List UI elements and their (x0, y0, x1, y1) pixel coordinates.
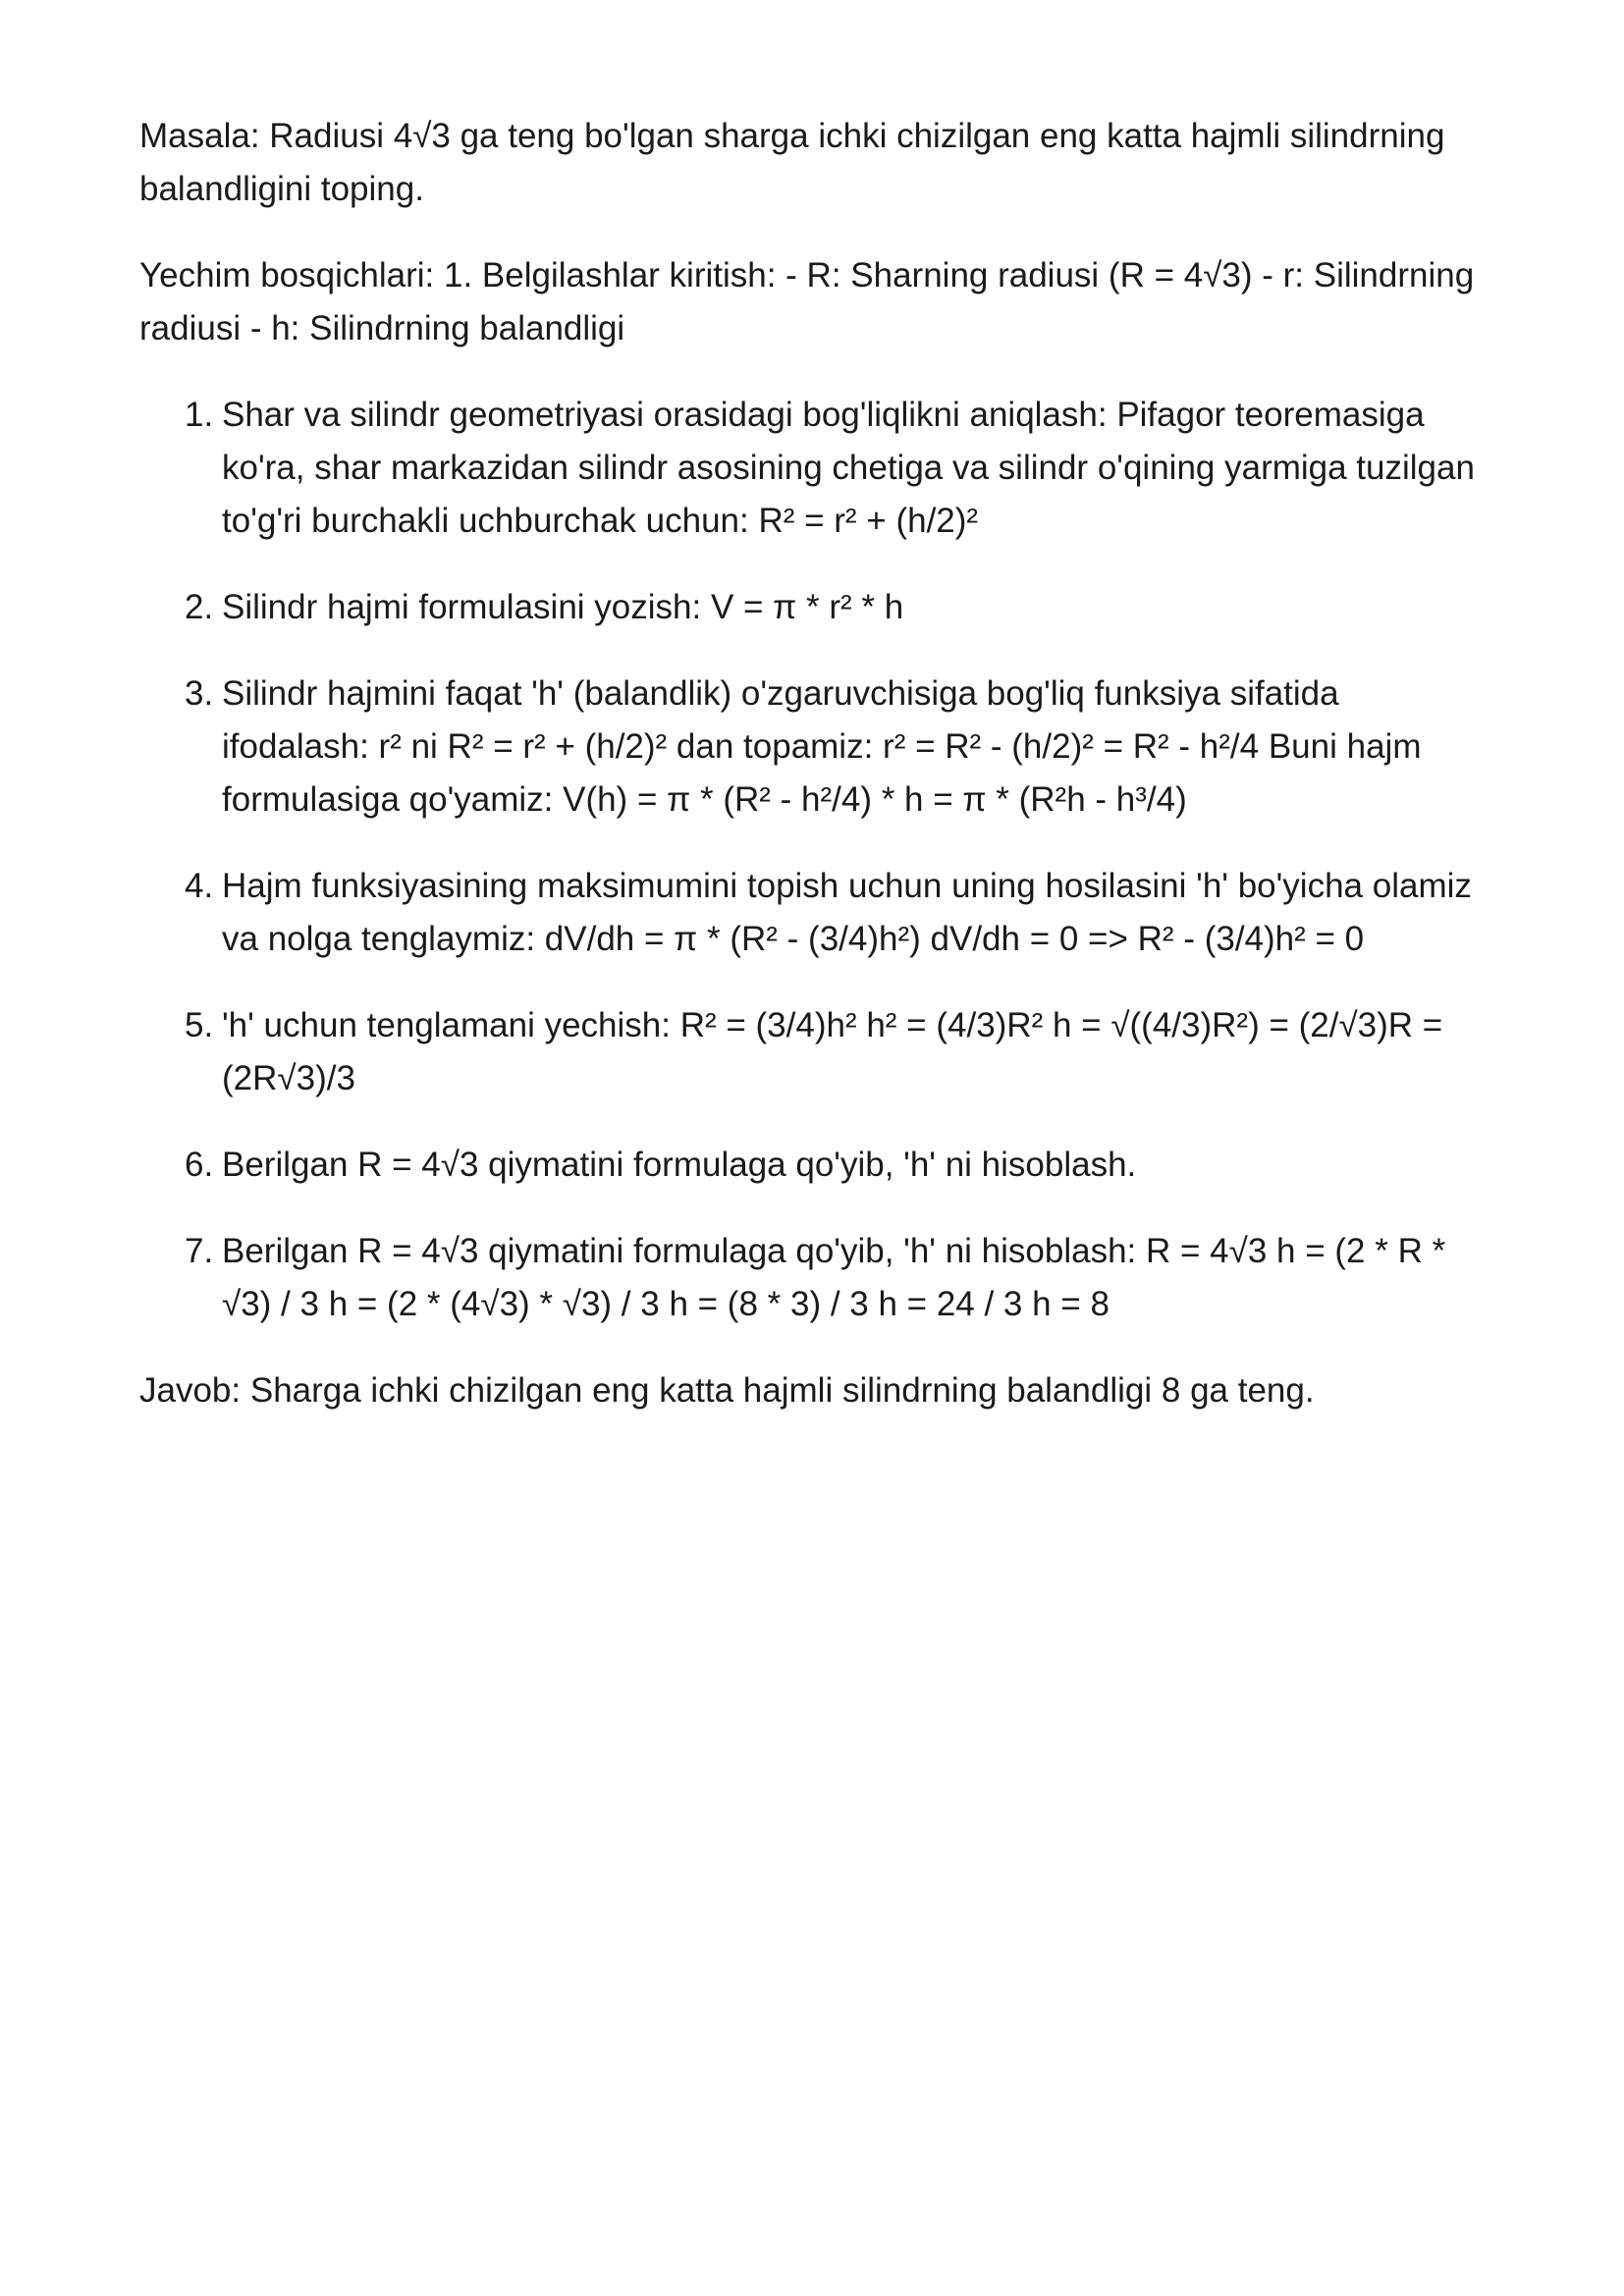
step-number: 4. (185, 867, 214, 905)
problem-statement: Masala: Radiusi 4√3 ga teng bo'lgan sharga ichki chizilgan eng katta hajmli silindrning balandligini toping. (139, 117, 1445, 208)
document-page (139, 110, 1494, 1451)
list-item (139, 1225, 1494, 1331)
step-number: 3. (185, 674, 214, 713)
list-item (139, 999, 1494, 1105)
solution-steps-list (139, 389, 1494, 1331)
step-number: 2. (185, 588, 214, 626)
list-item (139, 581, 1494, 634)
step-text: Shar va silindr geometriyasi orasidagi bog'liqlikni aniqlash: Pifagor teoremasiga ko'ra, shar markazidan silindr asosining chetiga va silindr o'qining yarmiga tuzilgan to'g'ri burchakli uchburchak uchun: R² = r² + (h/2)² (222, 396, 1475, 540)
step-text: Silindr hajmi formulasini yozish: V = π * r² * h (222, 588, 904, 626)
step-number: 7. (185, 1232, 214, 1270)
step-text: 'h' uchun tenglamani yechish: R² = (3/4)h² h² = (4/3)R² h = √((4/3)R²) = (2/√3)R = (2R√3)/3 (222, 1006, 1443, 1097)
step-number: 1. (185, 396, 214, 434)
list-item (139, 667, 1494, 827)
step-text: Silindr hajmini faqat 'h' (balandlik) o'zgaruvchisiga bog'liq funksiya sifatida ifodalash: r² ni R² = r² + (h/2)² dan topamiz: r² = R² - (h/2)² = R² - h²/4 Buni hajm formulasiga qo'yamiz: V(h) = π * (R² - h²/4) * h = π * (R²h - h³/4) (222, 674, 1422, 819)
answer-statement: Javob: Sharga ichki chizilgan eng katta hajmli silindrning balandligi 8 ga teng. (139, 1371, 1315, 1410)
solution-intro: Yechim bosqichlari: 1. Belgilashlar kiritish: - R: Sharning radiusi (R = 4√3) - r: Silindrning radiusi - h: Silindrning balandligi (139, 256, 1475, 347)
step-text: Hajm funksiyasining maksimumini topish uchun uning hosilasini 'h' bo'yicha olamiz va nolga tenglaymiz: dV/dh = π * (R² - (3/4)h²) dV/dh = 0 => R² - (3/4)h² = 0 (222, 867, 1472, 958)
step-text: Berilgan R = 4√3 qiymatini formulaga qo'yib, 'h' ni hisoblash. (222, 1146, 1137, 1184)
list-item (139, 860, 1494, 966)
step-number: 5. (185, 1006, 214, 1044)
step-number: 6. (185, 1146, 214, 1184)
list-item (139, 389, 1494, 548)
step-text: Berilgan R = 4√3 qiymatini formulaga qo'yib, 'h' ni hisoblash: R = 4√3 h = (2 * R * √3) / 3 h = (2 * (4√3) * √3) / 3 h = (8 * 3) / 3 h = 24 / 3 h = 8 (222, 1232, 1446, 1323)
list-item (139, 1139, 1494, 1192)
